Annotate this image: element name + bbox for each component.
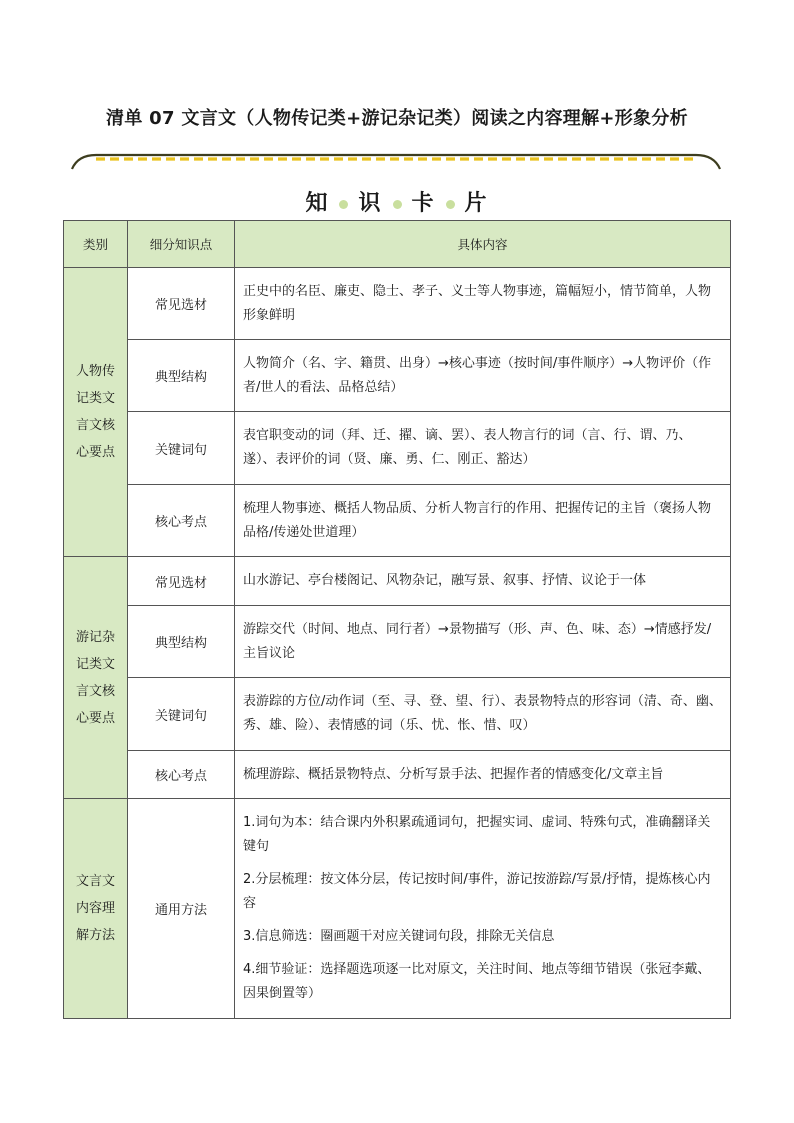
- content-cell: 山水游记、亭台楼阁记、风物杂记，融写景、叙事、抒情、议论于一体: [235, 557, 731, 606]
- subpoint-cell: 关键词句: [128, 678, 235, 751]
- table-row: [64, 606, 731, 678]
- content-cell: 梳理游踪、概括景物特点、分析写景手法、把握作者的情感变化/文章主旨: [235, 751, 731, 799]
- subpoint-cell: 典型结构: [128, 340, 235, 412]
- header-content: 具体内容: [235, 221, 731, 268]
- table-row: [64, 678, 731, 751]
- subpoint-cell: 典型结构: [128, 606, 235, 678]
- table-header-row: [64, 221, 731, 268]
- method-item: 3.信息筛选：圈画题干对应关键词句段，排除无关信息: [243, 929, 555, 944]
- separator-dot: [393, 200, 402, 209]
- table-row: [64, 751, 731, 799]
- table-row: [64, 557, 731, 606]
- separator-dot: [446, 200, 455, 209]
- knowledge-table: [63, 220, 731, 1019]
- table-row: [64, 412, 731, 485]
- table-row: [64, 268, 731, 340]
- category-cell: 人物传记类文言文核心要点: [64, 268, 128, 557]
- section-title: [0, 186, 794, 217]
- section-title-char-1: 知: [305, 191, 330, 216]
- subpoint-cell: 常见选材: [128, 268, 235, 340]
- subpoint-cell: 核心考点: [128, 751, 235, 799]
- content-cell: 表游踪的方位/动作词（至、寻、登、望、行）、表景物特点的形容词（清、奇、幽、秀、雄、险）、表情感的词（乐、忧、怅、惜、叹）: [235, 678, 731, 751]
- subpoint-cell: 核心考点: [128, 485, 235, 557]
- table-row: [64, 485, 731, 557]
- header-category: 类别: [64, 221, 128, 268]
- method-list: [235, 799, 731, 1019]
- method-item: 2.分层梳理：按文体分层，传记按时间/事件，游记按游踪/写景/抒情，提炼核心内容: [243, 872, 711, 911]
- table-row: [64, 340, 731, 412]
- content-cell: 人物简介（名、字、籍贯、出身）→核心事迹（按时间/事件顺序）→人物评价（作者/世人的看法、品格总结）: [235, 340, 731, 412]
- section-title-char-4: 片: [464, 191, 489, 216]
- subpoint-cell: 通用方法: [128, 799, 235, 1019]
- separator-dot: [339, 200, 348, 209]
- document-title: 清单 07 文言文（人物传记类+游记杂记类）阅读之内容理解+形象分析: [106, 108, 688, 129]
- subpoint-cell: 常见选材: [128, 557, 235, 606]
- section-title-char-2: 识: [358, 191, 383, 216]
- content-cell: 游踪交代（时间、地点、同行者）→景物描写（形、声、色、味、态）→情感抒发/主旨议论: [235, 606, 731, 678]
- decorative-divider: [70, 149, 722, 173]
- content-cell: 梳理人物事迹、概括人物品质、分析人物言行的作用、把握传记的主旨（褒扬人物品格/传递处世道理）: [235, 485, 731, 557]
- header-subpoint: 细分知识点: [128, 221, 235, 268]
- content-cell: 正史中的名臣、廉吏、隐士、孝子、义士等人物事迹，篇幅短小，情节简单，人物形象鲜明: [235, 268, 731, 340]
- method-item: 4.细节验证：选择题选项逐一比对原文，关注时间、地点等细节错误（张冠李戴、因果倒置等）: [243, 962, 711, 1001]
- category-cell: 文言文内容理解方法: [64, 799, 128, 1019]
- method-item: 1.词句为本：结合课内外积累疏通词句，把握实词、虚词、特殊句式，准确翻译关键句: [243, 815, 711, 854]
- table-row: [64, 799, 731, 1019]
- section-title-char-3: 卡: [411, 191, 436, 216]
- content-cell: 表官职变动的词（拜、迁、擢、谪、罢）、表人物言行的词（言、行、谓、乃、遂）、表评价的词（贤、廉、勇、仁、刚正、豁达）: [235, 412, 731, 485]
- category-cell: 游记杂记类文言文核心要点: [64, 557, 128, 799]
- subpoint-cell: 关键词句: [128, 412, 235, 485]
